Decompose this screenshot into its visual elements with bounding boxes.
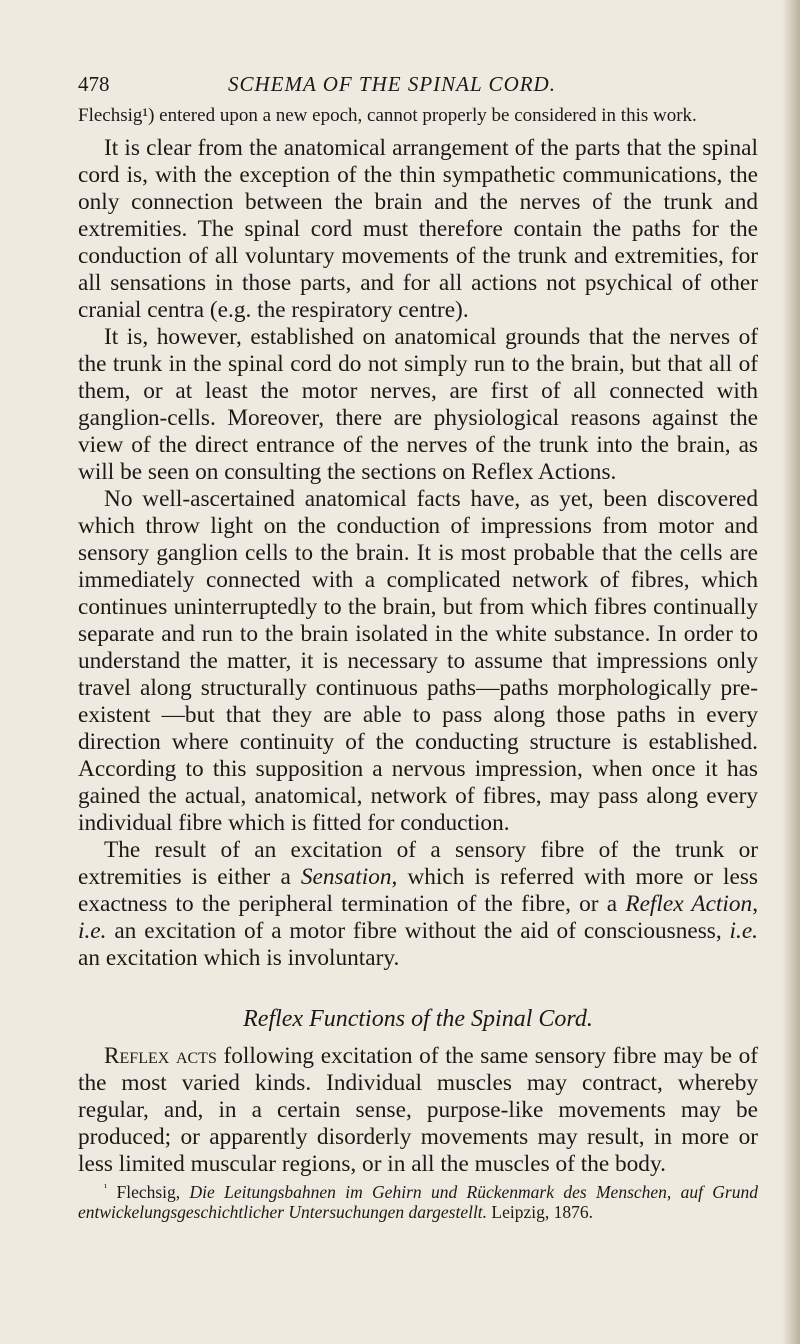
paragraph-reflex-acts xyxy=(78,1043,758,1178)
lead-in-small-caps: Reflex acts xyxy=(104,1043,217,1069)
term-sensation: Sensation xyxy=(300,864,392,890)
footnote-author: Flechsig, xyxy=(107,1182,190,1202)
paragraph-conduction-impressions: No well-ascertained anatomical facts have, as yet, been discovered which throw light on the conduction of impressions from motor and sensory ganglion cells to the brain. It is most probable that the cells are immediately connected with a complicated network of fibres, which continues uninterruptedly to the brain, but from which fibres continually separate and run to the brain isolated in the white substance. In order to understand the matter, it is necessary to assume that impressions only travel along structurally continuous paths—paths morphologically pre-existent —but that they are able to pass along those paths in every direction where continuity of the conducting structure is established. According to this supposition a nervous impression, when once it has gained the actual, anatomical, network of fibres, may pass along every individual fibre which is fitted for conduction. xyxy=(78,486,758,836)
text-segment: , which is referred with more or less exactness to the peripheral termination of the fibre, or a xyxy=(78,864,758,917)
page-edge-shadow xyxy=(782,0,800,1344)
text-segment: The result of an excitation of a sensory fibre of the trunk or extremities is either a xyxy=(78,837,758,890)
paragraph-excitation-result xyxy=(78,837,758,972)
footnote xyxy=(78,1182,758,1222)
section-heading: Reflex Functions of the Spinal Cord. xyxy=(243,1006,593,1032)
term-reflex-action: Reflex Action xyxy=(625,891,753,917)
text-segment: , xyxy=(752,891,759,917)
paragraph-continuation: Flechsig¹) entered upon a new epoch, cannot properly be considered in this work. xyxy=(78,105,697,126)
paragraph-ganglion-cells: It is, however, established on anatomical grounds that the nerves of the trunk in the spinal cord do not simply run to the brain, but that all of them, or at least the motor nerves, are first of all connected with ganglion-cells. Moreover, there are physiological reasons against the view of the direct entrance of the nerves of the trunk into the brain, as will be seen on consulting the sections on Reflex Actions. xyxy=(78,324,758,485)
running-head xyxy=(78,72,758,97)
footnote-title: Die Leitungsbahnen im Gehirn und Rückenmark des Menschen, auf Grund entwickelungsgeschichtlicher Untersuchungen dargestellt. xyxy=(78,1182,758,1222)
abbrev-ie: i.e. xyxy=(729,918,758,944)
page-body xyxy=(78,72,758,1222)
running-title: SCHEMA OF THE SPINAL CORD. xyxy=(228,72,556,96)
paragraph-anatomical-arrangement: It is clear from the anatomical arrangement of the parts that the spinal cord is, with the exception of the thin sympathetic communications, the only connection between the brain and the nerves of the trunk and extremities. The spinal cord must therefore contain the paths for the conduction of all voluntary movements of the trunk and extremities, for all sensations in those parts, and for all actions not psychical of other cranial centra (e.g. the respiratory centre). xyxy=(78,135,758,323)
page-number: 478 xyxy=(78,72,110,96)
footnote-marker: ¹ xyxy=(104,1183,108,1195)
text-segment: an excitation of a motor fibre without the aid of consciousness, xyxy=(106,918,730,944)
text-segment: an excitation which is involuntary. xyxy=(78,945,400,971)
abbrev-ie: i.e. xyxy=(78,918,107,944)
text-segment: following excitation of the same sensory fibre may be of the most varied kinds. Individual muscles may contract, whereby regular, and, in a certain sense, purpose-like movements may be produced; or apparently disorderly movements may result, in more or less limited muscular regions, or in all the muscles of the body. xyxy=(78,1043,758,1177)
footnote-imprint: Leipzig, 1876. xyxy=(487,1202,593,1222)
